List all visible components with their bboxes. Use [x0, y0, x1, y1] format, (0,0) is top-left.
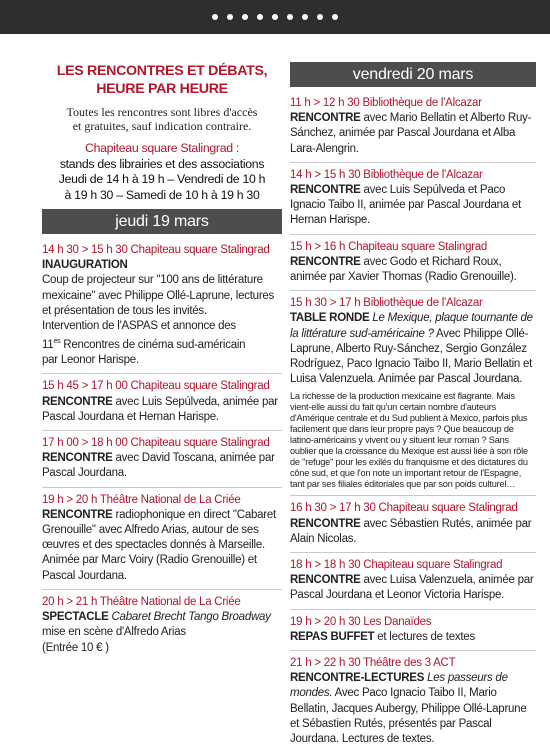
- event-item: [42, 590, 282, 661]
- event-time: 15 h 45 > 17 h 00 Chapiteau square Stalingrad: [42, 380, 270, 393]
- event-kind: RENCONTRE: [290, 255, 361, 268]
- event-note: La richesse de la production mexicaine est flagrante. Mais vient-elle aussi du fait qu'un certain nombre d'auteurs d'Amérique centrale et du Sud publient à Mexico, parfois plus facilement que dans leur propre pays ? Que beaucoup de latino-américains y vivent ou y situent leur roman ? Sans oublier que la croissance du Mexique est aussi liée à son rôle de "refuge" pour les exilés du franquisme et des dictatures du cône sud, et que l'on note un important retour de l'Espagne, tant par ses filiales éditoriales que par son poids culturel…: [290, 391, 528, 490]
- event-text: avec Luis Sepúlveda, animée par Pascal Jourdana et Hernan Harispe.: [42, 395, 278, 423]
- event-time: 17 h 00 > 18 h 00 Chapiteau square Stalingrad: [42, 437, 270, 450]
- event-text: mise en scène d'Alfredo Arias: [42, 626, 186, 639]
- event-kind: RENCONTRE: [290, 574, 361, 587]
- event-desc: [42, 610, 282, 625]
- top-decorative-bar: [0, 0, 550, 34]
- event-time: 19 h > 20 h 30 Les Danaïdes: [290, 615, 432, 628]
- intro-line: Toutes les rencontres sont libres d'accès: [66, 105, 258, 119]
- event-kind: INAUGURATION: [42, 259, 128, 272]
- event-desc: [290, 630, 536, 645]
- event-text: par Leonor Harispe.: [42, 354, 139, 367]
- chapiteau-line: Jeudi de 14 h à 19 h – Vendredi de 10 h: [58, 172, 266, 186]
- edition-number: 11: [42, 339, 54, 352]
- chapiteau-line: stands des librairies et des associations: [59, 156, 265, 171]
- event-item: [290, 291, 536, 496]
- event-time: 14 h > 15 h 30 Bibliothèque de l'Alcazar: [290, 168, 483, 181]
- event-kind: SPECTACLE: [42, 611, 109, 624]
- event-text: Avec Philippe Ollé-Laprune, Alberto Ruy-Sánchez, Sergio González Rodríguez, Paco Ignacio Taibo II, Mario Bellatin et Luisa Valenzuela. Animée par Pascal Jourdana.: [290, 327, 533, 386]
- day-header-thursday: jeudi 19 mars: [42, 209, 282, 234]
- event-item: [290, 91, 536, 163]
- event-text: Coup de projecteur sur "100 ans de littérature mexicaine" avec Philippe Ollé-Laprune, lectures et présentation de tous les invités.: [42, 274, 275, 317]
- event-text: avec Luis Sepúlveda et Paco Ignacio Taibo II, animée par Pascal Jourdana et Hernan Harispe.: [290, 184, 521, 227]
- event-kind: RENCONTRE: [290, 112, 361, 125]
- event-text: (Entrée 10 € ): [42, 641, 109, 654]
- bullet-dot-icon: [242, 14, 248, 20]
- event-desc: [290, 573, 536, 603]
- event-desc: [42, 451, 282, 481]
- chapiteau-title: Chapiteau square Stalingrad :: [85, 141, 239, 155]
- bullet-dot-icon: [212, 14, 218, 20]
- event-item: [290, 553, 536, 610]
- event-item: [42, 374, 282, 431]
- event-item: [290, 235, 536, 292]
- edition-suffix: es: [53, 338, 61, 346]
- event-desc: [290, 311, 536, 387]
- event-text: avec David Toscana, animée par Pascal Jourdana.: [42, 452, 275, 480]
- section-title: [42, 62, 282, 98]
- event-item: [290, 651, 536, 752]
- event-desc: [290, 111, 536, 157]
- event-text: avec Mario Bellatin et Alberto Ruy-Sánchez, animée par Pascal Jourdana et Alba Lara-Alengrin.: [290, 112, 532, 155]
- event-time: 14 h 30 > 15 h 30 Chapiteau square Stalingrad: [42, 244, 270, 256]
- event-desc: [290, 255, 536, 285]
- section-title-line: LES RENCONTRES ET DÉBATS,: [56, 63, 268, 79]
- bullet-dot-icon: [332, 14, 338, 20]
- event-kind: RENCONTRE-LECTURES: [290, 672, 425, 685]
- event-kind: RENCONTRE: [290, 184, 361, 197]
- event-time: 20 h > 21 h Théâtre National de La Criée: [42, 595, 241, 608]
- event-time: 15 h > 16 h Chapiteau square Stalingrad: [290, 240, 488, 253]
- event-time: 11 h > 12 h 30 Bibliothèque de l'Alcazar: [290, 97, 482, 109]
- event-title: Le Mexique, plaque tournante de la littérature sud-américaine ?: [290, 312, 533, 340]
- event-text: [42, 334, 282, 353]
- bullet-dot-icon: [272, 14, 278, 20]
- event-desc: [290, 517, 536, 547]
- event-time: 15 h 30 > 17 h Bibliothèque de l'Alcazar: [290, 297, 483, 310]
- event-text: et lectures de textes: [374, 630, 475, 643]
- event-item: [42, 431, 282, 488]
- section-title-line: HEURE PAR HEURE: [96, 81, 228, 97]
- event-item: [290, 496, 536, 553]
- day-header-friday: vendredi 20 mars: [290, 62, 536, 87]
- bullet-dot-icon: [287, 14, 293, 20]
- event-item: [42, 238, 282, 374]
- event-kind: RENCONTRE: [290, 517, 361, 530]
- event-title: Les passeurs de mondes.: [290, 672, 508, 700]
- event-text: avec Luisa Valenzuela, animée par Pascal Jourdana et Leonor Victoria Harispe.: [290, 574, 534, 602]
- intro-line: et gratuites, sauf indication contraire.: [72, 119, 252, 133]
- left-column: [42, 62, 282, 661]
- event-desc: [42, 508, 282, 554]
- intro-text: [42, 105, 282, 133]
- right-column: [290, 62, 536, 752]
- event-kind: TABLE RONDE: [290, 312, 370, 325]
- bullet-dot-icon: [302, 14, 308, 20]
- event-text: Intervention de l'ASPAS et annonce des: [42, 320, 236, 333]
- event-desc: [42, 395, 282, 425]
- chapiteau-info: [42, 141, 282, 203]
- event-kind: REPAS BUFFET: [290, 630, 375, 643]
- event-text: avec Sébastien Rutés, animée par Alain Nicolas.: [290, 517, 532, 545]
- bullet-dot-icon: [257, 14, 263, 20]
- event-text: Animée par Marc Voiry (Radio Grenouille) et Pascal Jourdana.: [42, 554, 257, 582]
- event-time: 18 h > 18 h 30 Chapiteau square Stalingrad: [290, 559, 503, 572]
- event-time: 21 h > 22 h 30 Théâtre des 3 ACT: [290, 657, 456, 670]
- event-text: Avec Paco Ignacio Taibo II, Mario Bellatin, Jacques Aubergy, Philippe Ollé-Laprune et Sébastien Rutés, présentés par Pascal Jourdana. Lectures de textes.: [290, 687, 527, 746]
- event-kind: RENCONTRE: [42, 395, 113, 408]
- event-time: 19 h > 20 h Théâtre National de La Criée: [42, 493, 241, 506]
- event-desc: [290, 671, 536, 747]
- edition-text: Rencontres de cinéma sud-américain: [60, 339, 246, 352]
- event-item: [42, 488, 282, 590]
- event-item: [290, 610, 536, 651]
- bullet-dot-icon: [227, 14, 233, 20]
- event-kind: RENCONTRE: [42, 452, 113, 465]
- event-time: 16 h 30 > 17 h 30 Chapiteau square Stalingrad: [290, 502, 518, 515]
- chapiteau-line: à 19 h 30 – Samedi de 10 h à 19 h 30: [64, 187, 260, 202]
- event-title: Cabaret Brecht Tango Broadway: [108, 611, 271, 624]
- event-text: radiophonique en direct "Cabaret Grenouille" avec Alfredo Arias, autour de ses œuvres et des spectacles donnés à Marseille.: [42, 508, 276, 552]
- event-text: avec Godo et Richard Roux, animée par Xavier Thomas (Radio Grenouille).: [290, 255, 517, 284]
- bullet-dot-icon: [317, 14, 323, 20]
- event-item: [290, 163, 536, 235]
- event-kind: RENCONTRE: [42, 508, 113, 521]
- event-desc: [290, 183, 536, 229]
